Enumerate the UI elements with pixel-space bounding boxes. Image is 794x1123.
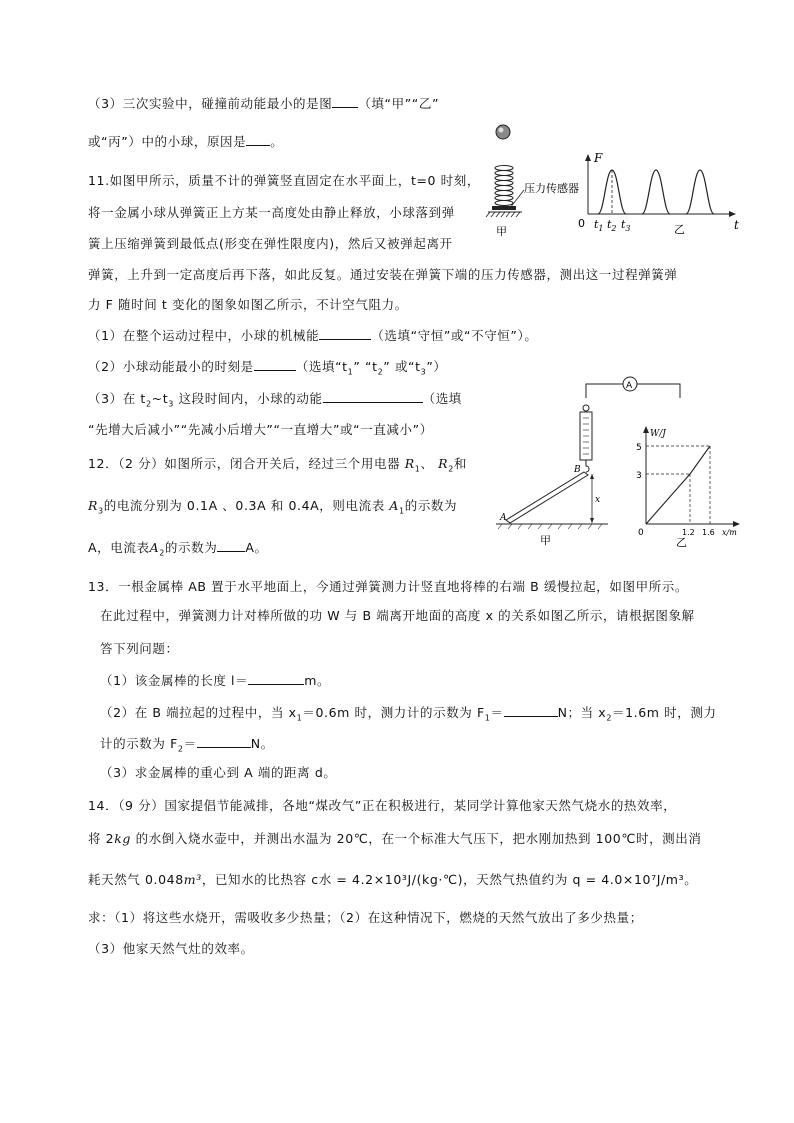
answer-blank <box>504 704 558 717</box>
q11-part1: （1）在整个运动过程中，小球的机械能 （选填“守恒”或“不守恒”）。 <box>88 328 538 343</box>
q10-part3-line2: 或“丙”）中的小球，原因是 。 <box>88 134 284 149</box>
sensor-label: 压力传感器 <box>524 182 579 195</box>
figure-yi-label: 乙 <box>674 223 685 236</box>
figure-yi-label: 乙 <box>676 536 687 548</box>
svg-text:A: A <box>626 381 633 391</box>
spring-force-graph <box>484 118 744 240</box>
q11-line3: 簧上压缩弹簧到最低点(形变在弹性限度内)，然后又被弹起离开 <box>88 236 453 251</box>
answer-blank <box>254 358 296 371</box>
q12-line3: A，电流表$A_2$的示数为 A。 <box>88 540 268 558</box>
svg-text:B: B <box>574 465 581 475</box>
metal-rod <box>506 472 588 523</box>
svg-text:0: 0 <box>638 528 644 538</box>
answer-blank <box>246 133 270 146</box>
svg-text:3: 3 <box>636 471 642 481</box>
q11-figure <box>484 118 744 240</box>
figure-jia-label: 甲 <box>496 225 507 238</box>
q13-part2: （2）在 B 端拉起的过程中，当 $x_1=0.6m$ 时，测力计的示数为 $F_1= N$；当 $x_2=1.6m$ 时，测力 <box>100 705 717 723</box>
svg-text:x/m: x/m <box>722 528 737 537</box>
svg-text:1.2: 1.2 <box>682 528 695 537</box>
q14-line5: （3）他家天然气灶的效率。 <box>88 941 254 956</box>
answer-blank <box>332 95 358 108</box>
answer-blank <box>217 539 245 552</box>
q11-part3: （3）在 $t_2\sim t_3$ 这段时间内，小球的动能 （选填 <box>88 391 462 409</box>
answer-blank <box>319 327 371 340</box>
axis-t-label: t <box>734 218 739 232</box>
axis-F-label: F <box>594 151 603 165</box>
q11-part3-options: “先增大后减小”“先减小后增大”“一直增大”或“一直减小”） <box>88 422 433 437</box>
origin-label: 0 <box>578 217 585 230</box>
q12-line1: 12．（2 分）如图所示，闭合开关后，经过三个用电器 $R_1$、 $R_2$和 <box>88 456 467 474</box>
figure-jia-label: 甲 <box>540 534 551 547</box>
tick-t1: $t_1$ <box>594 218 604 233</box>
q13-part2-line2: 计的示数为 $F_2= N$。 <box>100 736 274 754</box>
force-pulse-3 <box>686 170 714 214</box>
q14-line1: 14．（9 分）国家提倡节能减排，各地“煤改气”正在积极进行，某同学计算他家天然气烧水的热效率， <box>88 798 677 813</box>
q12-line2: $R_3$的电流分别为 0.1A 、0.3A 和 0.4A，则电流表 $A_1$的示数为 <box>88 498 458 516</box>
q13-figure <box>496 374 754 548</box>
q11-part2: （2）小球动能最小的时刻是 （选填“$t_1$” “$t_2$” 或“$t_3$”） <box>88 359 447 377</box>
answer-blank <box>323 390 423 403</box>
q13-part1: （1）该金属棒的长度 l＝ m。 <box>100 673 331 688</box>
tick-t3: $t_3$ <box>621 218 631 233</box>
work-height-line <box>646 446 710 524</box>
q13-line2: 在此过程中，弹簧测力计对棒所做的功 W 与 B 端离开地面的高度 x 的关系如图乙所示，请根据图象解 <box>100 608 695 623</box>
tick-t2: $t_2$ <box>607 218 617 233</box>
q14-line3: 耗天然气 0.048m³，已知水的比热容 c水 = 4.2×10³J/(kg·℃)，天然气热值约为 q = 4.0×10⁷J/m³。 <box>88 872 698 887</box>
force-pulse-2 <box>642 170 670 214</box>
svg-text:1.6: 1.6 <box>702 528 715 537</box>
q10-part3-line1: （3）三次实验中，碰撞前动能最小的是图 （填“甲”“乙” <box>88 96 440 111</box>
svg-text:W/J: W/J <box>650 429 666 439</box>
q13-line3: 答下列问题： <box>100 641 179 656</box>
q11-line2: 将一金属小球从弹簧正上方某一高度处由静止释放，小球落到弹 <box>88 205 455 220</box>
q13-line1: 13．一根金属棒 AB 置于水平地面上，今通过弹簧测力计竖直地将棒的右端 B 缓慢拉起，如图甲所示。 <box>88 579 689 594</box>
svg-text:x: x <box>595 495 601 505</box>
q14-line2: 将 2kg 的水倒入烧水壶中，并测出水温为 20℃，在一个标准大气压下，把水刚加热到 100℃时，测出消 <box>88 831 702 846</box>
q11-line1: 11.如图甲所示，质量不计的弹簧竖直固定在水平面上，t=0 时刻， <box>88 173 480 188</box>
q14-line4: 求：（1）将这些水烧开，需吸收多少热量；（2）在这种情况下，燃烧的天然气放出了多少热量； <box>88 910 643 925</box>
answer-blank <box>248 672 304 685</box>
q13-part3: （3）求金属棒的重心到 A 端的距离 d。 <box>100 765 337 780</box>
answer-blank <box>197 735 251 748</box>
q11-line4: 弹簧，上升到一定高度后再下落，如此反复。通过安装在弹簧下端的压力传感器，测出这一过程弹簧弹 <box>88 267 678 282</box>
svg-text:A: A <box>500 513 507 523</box>
svg-text:5: 5 <box>636 443 642 453</box>
q11-line5: 力 F 随时间 t 变化的图象如图乙所示，不计空气阻力。 <box>88 297 408 312</box>
rod-work-graph <box>496 374 754 548</box>
